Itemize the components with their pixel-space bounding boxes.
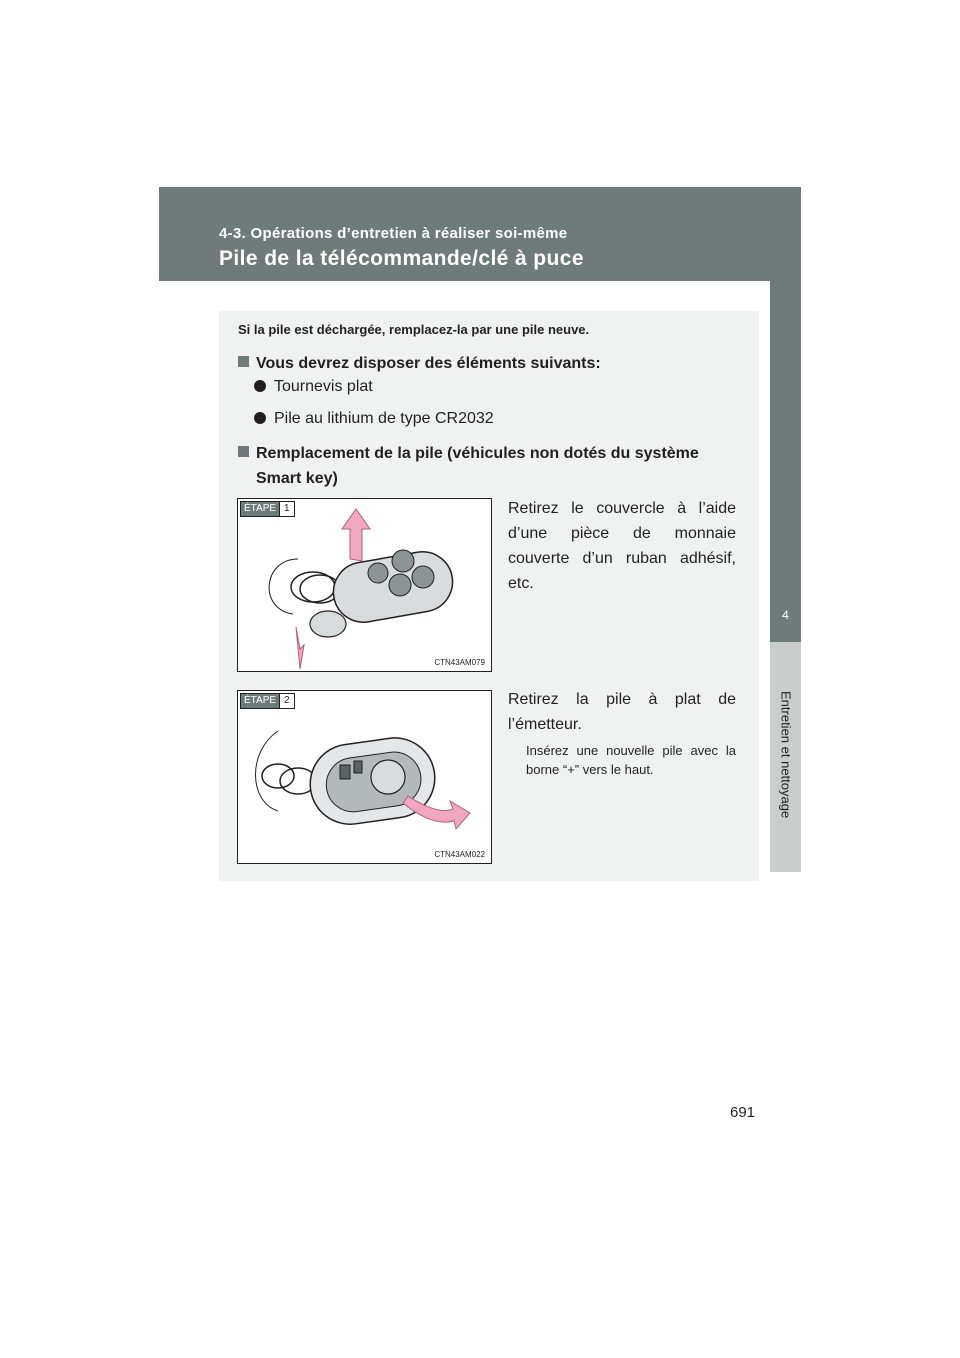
- step-2-badge: ÉTAPE 2: [240, 693, 295, 709]
- page-number: 691: [730, 1104, 756, 1121]
- round-bullet-icon: [254, 380, 266, 392]
- page-header: [159, 187, 801, 281]
- step-1-badge: ÉTAPE 1: [240, 501, 295, 517]
- step-1-text: Retirez le couvercle à l’aide d’une pièce de monnaie couverte d’un ruban adhésif, etc.: [508, 500, 736, 592]
- list-item: Pile au lithium de type CR2032: [254, 410, 494, 428]
- chapter-number: 4: [770, 588, 801, 642]
- square-bullet-icon: [238, 356, 249, 367]
- section-title: 4-3. Opérations d’entretien à réaliser soi-même: [219, 225, 568, 242]
- figure-code: CTN43AM022: [434, 850, 485, 859]
- step-2-note: Insérez une nouvelle pile avec la borne “+” vers le haut.: [526, 743, 736, 777]
- page-title: Pile de la télécommande/clé à puce: [219, 247, 584, 270]
- round-bullet-icon: [254, 412, 266, 424]
- key-fob-cover-illustration: [238, 499, 493, 673]
- figure-code: CTN43AM079: [434, 658, 485, 667]
- replacement-heading: Remplacement de la pile (véhicules non dotés du système Smart key): [238, 441, 738, 491]
- step-1-figure: [237, 498, 492, 672]
- step-2-figure: [237, 690, 492, 864]
- chapter-label: Entretien et nettoyage: [778, 691, 794, 819]
- content-panel: [219, 311, 759, 881]
- items-heading: Vous devrez disposer des éléments suivants:: [238, 351, 601, 376]
- square-bullet-icon: [238, 446, 249, 457]
- list-item: Tournevis plat: [254, 378, 373, 396]
- key-fob-battery-illustration: [238, 691, 493, 865]
- step-2-text: Retirez la pile à plat de l’émetteur.: [508, 691, 736, 733]
- intro-text: Si la pile est déchargée, remplacez-la par une pile neuve.: [238, 322, 590, 337]
